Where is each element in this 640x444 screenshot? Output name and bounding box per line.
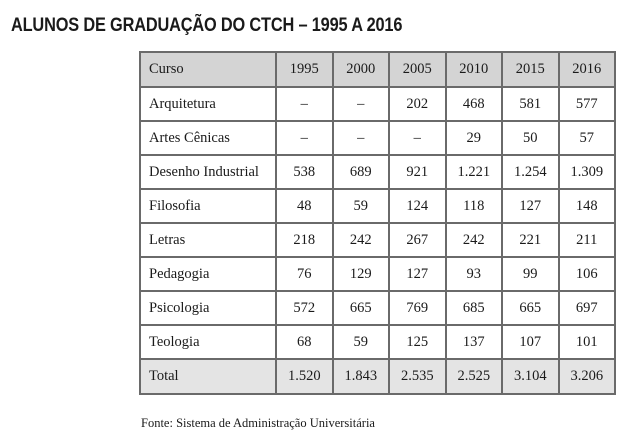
value-cell: 124: [389, 189, 446, 223]
value-cell: 2015: [502, 52, 559, 87]
value-cell: 99: [502, 257, 559, 291]
table-row: [140, 325, 615, 359]
row-label-cell: Total: [140, 359, 276, 394]
value-cell: 665: [502, 291, 559, 325]
value-cell: 1.520: [276, 359, 333, 394]
value-cell: 581: [502, 87, 559, 121]
value-cell: 538: [276, 155, 333, 189]
value-cell: 101: [559, 325, 616, 359]
row-label-cell: Curso: [140, 52, 276, 87]
row-label-cell: Psicologia: [140, 291, 276, 325]
value-cell: 2010: [446, 52, 503, 87]
value-cell: 93: [446, 257, 503, 291]
table-row: [140, 189, 615, 223]
value-cell: 1.843: [333, 359, 390, 394]
value-cell: 689: [333, 155, 390, 189]
value-cell: 29: [446, 121, 503, 155]
row-label-cell: Arquitetura: [140, 87, 276, 121]
value-cell: 572: [276, 291, 333, 325]
value-cell: –: [333, 87, 390, 121]
row-label-cell: Artes Cênicas: [140, 121, 276, 155]
table-row: [140, 291, 615, 325]
value-cell: 2.535: [389, 359, 446, 394]
row-label-cell: Teologia: [140, 325, 276, 359]
value-cell: 68: [276, 325, 333, 359]
value-cell: 921: [389, 155, 446, 189]
value-cell: 137: [446, 325, 503, 359]
value-cell: 148: [559, 189, 616, 223]
enrollment-table: [139, 51, 616, 395]
value-cell: 50: [502, 121, 559, 155]
table-row: [140, 223, 615, 257]
value-cell: 665: [333, 291, 390, 325]
value-cell: 2000: [333, 52, 390, 87]
value-cell: 242: [446, 223, 503, 257]
value-cell: 3.206: [559, 359, 616, 394]
total-row: [140, 359, 615, 394]
value-cell: 2005: [389, 52, 446, 87]
value-cell: 2.525: [446, 359, 503, 394]
value-cell: 577: [559, 87, 616, 121]
row-label-cell: Pedagogia: [140, 257, 276, 291]
value-cell: 242: [333, 223, 390, 257]
value-cell: 221: [502, 223, 559, 257]
value-cell: 211: [559, 223, 616, 257]
value-cell: –: [333, 121, 390, 155]
value-cell: –: [389, 121, 446, 155]
value-cell: 1995: [276, 52, 333, 87]
row-label-cell: Desenho Industrial: [140, 155, 276, 189]
table-row: [140, 257, 615, 291]
table-row: [140, 121, 615, 155]
value-cell: 118: [446, 189, 503, 223]
value-cell: 1.254: [502, 155, 559, 189]
value-cell: 1.221: [446, 155, 503, 189]
row-label-cell: Filosofia: [140, 189, 276, 223]
table-header-row: [140, 52, 615, 87]
value-cell: 267: [389, 223, 446, 257]
value-cell: 59: [333, 325, 390, 359]
value-cell: 1.309: [559, 155, 616, 189]
table-title: ALUNOS DE GRADUAÇÃO DO CTCH – 1995 A 2016: [11, 15, 403, 36]
row-label-cell: Letras: [140, 223, 276, 257]
value-cell: 129: [333, 257, 390, 291]
value-cell: 107: [502, 325, 559, 359]
value-cell: –: [276, 87, 333, 121]
value-cell: 769: [389, 291, 446, 325]
value-cell: 218: [276, 223, 333, 257]
source-note: Fonte: Sistema de Administração Universitária: [141, 416, 375, 430]
value-cell: 685: [446, 291, 503, 325]
value-cell: 57: [559, 121, 616, 155]
value-cell: 202: [389, 87, 446, 121]
value-cell: 48: [276, 189, 333, 223]
value-cell: 468: [446, 87, 503, 121]
value-cell: 127: [502, 189, 559, 223]
value-cell: 697: [559, 291, 616, 325]
value-cell: 3.104: [502, 359, 559, 394]
value-cell: 106: [559, 257, 616, 291]
value-cell: –: [276, 121, 333, 155]
value-cell: 125: [389, 325, 446, 359]
value-cell: 2016: [559, 52, 616, 87]
table-row: [140, 155, 615, 189]
table-row: [140, 87, 615, 121]
value-cell: 59: [333, 189, 390, 223]
value-cell: 76: [276, 257, 333, 291]
value-cell: 127: [389, 257, 446, 291]
